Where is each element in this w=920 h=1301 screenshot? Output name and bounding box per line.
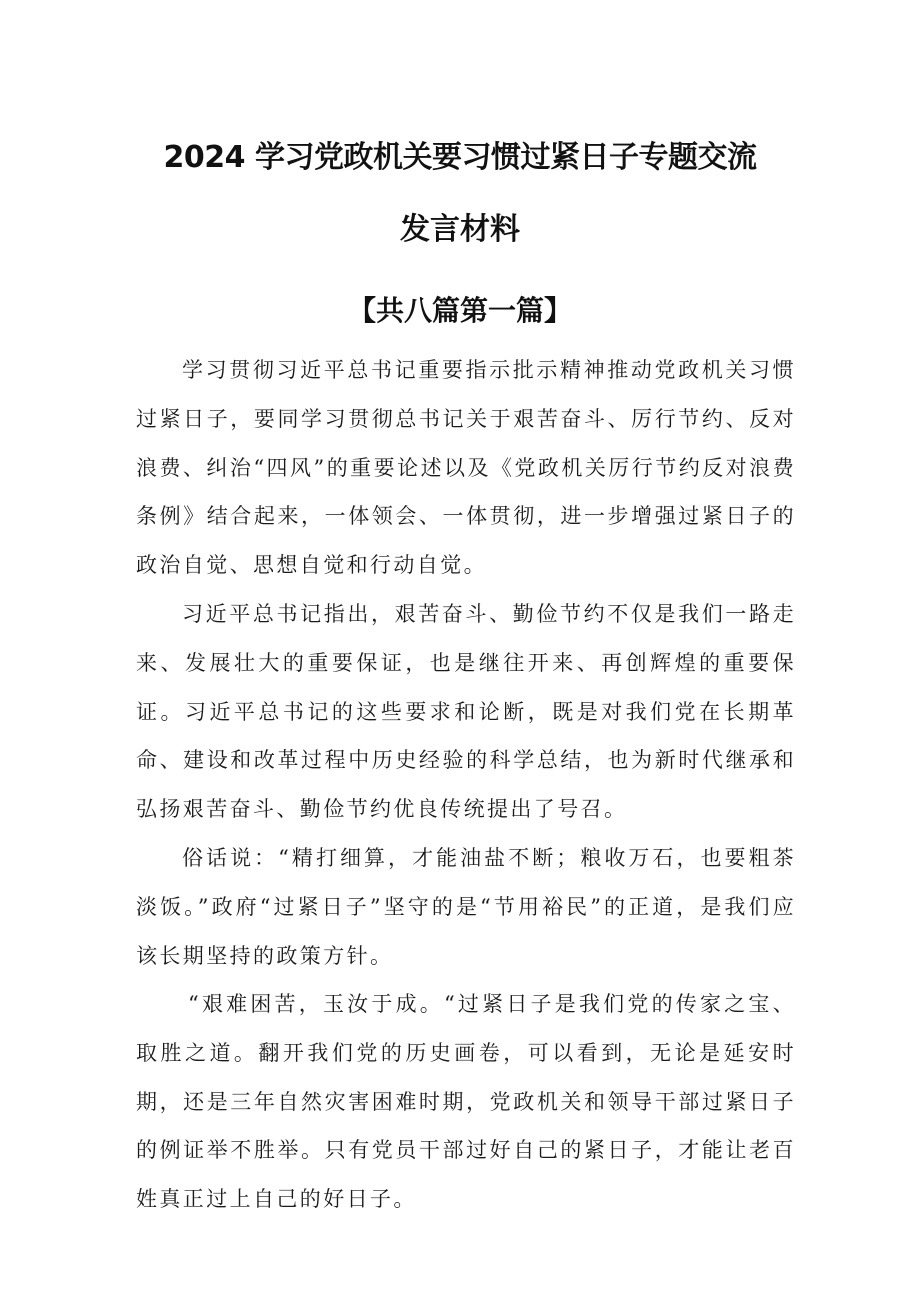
document-subtitle: 【共八篇第一篇】 bbox=[347, 294, 572, 327]
document-title-line-1: 2024 学习党政机关要习惯过紧日子专题交流 bbox=[163, 140, 757, 175]
document-title-line-2: 发言材料 bbox=[400, 212, 520, 247]
paragraph-1: 学习贯彻习近平总书记重要指示批示精神推动党政机关习惯过紧日子，要同学习贯彻总书记关于艰苦奋斗、厉行节约、反对浪费、纠治“四风”的重要论述以及《党政机关厉行节约反对浪费条例》结合起来，一体领会、一体贯彻，进一步增强过紧日子的政治自觉、思想自觉和行动自觉。 bbox=[136, 358, 796, 578]
paragraph-3: 俗话说：“精打细算，才能油盐不断；粮收万石，也要粗茶淡饭。”政府“过紧日子”坚守的是“节用裕民”的正道，是我们应该长期坚持的政策方针。 bbox=[136, 846, 796, 968]
paragraph-4: “艰难困苦，玉汝于成。“过紧日子是我们党的传家之宝、取胜之道。翻开我们党的历史画卷，可以看到，无论是延安时期，还是三年自然灾害困难时期，党政机关和领导干部过紧日子的例证举不胜举。只有党员干部过好自己的紧日子，才能让老百姓真正过上自己的好日子。 bbox=[136, 992, 796, 1212]
paragraph-2: 习近平总书记指出，艰苦奋斗、勤俭节约不仅是我们一路走来、发展壮大的重要保证，也是继往开来、再创辉煌的重要保证。习近平总书记的这些要求和论断，既是对我们党在长期革命、建设和改革过程中历史经验的科学总结，也为新时代继承和弘扬艰苦奋斗、勤俭节约优良传统提出了号召。 bbox=[136, 602, 796, 822]
